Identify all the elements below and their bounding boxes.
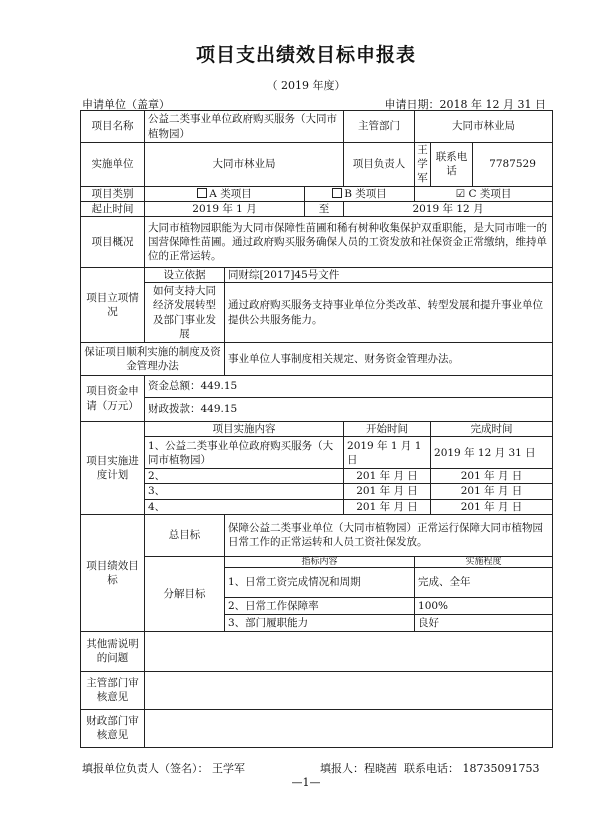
period-to: 2019 年 12 月 [344,201,553,216]
impl-unit-value: 大同市林业局 [145,143,344,187]
leader-value: 王学军 [415,143,431,187]
guarantee-label: 保证项目顺利实施的制度及资金管理办法 [81,343,225,376]
setup-label: 项目立项情况 [81,267,145,342]
dept-label: 主管部门 [344,111,415,143]
fund-label: 项目资金申请（万元） [81,376,145,422]
plan-item-content: 3、 [145,484,344,499]
plan-item-start: 201 年 月 日 [344,469,431,484]
page-number: —1— [291,776,321,789]
overall-goal-value: 保障公益二类事业单位（大同市植物园）正常运行保障大同市植物园日常工作的正常运转和人员工资社保发放。 [225,514,553,556]
overview-text: 大同市植物园职能为大同市保障性苗圃和稀有树种收集保护双重职能，是大同市唯一的国营保障性苗圃。通过政府购买服务确保人员的工资发放和社保资金正常缴纳，维持单位的正常运转。 [145,216,553,267]
plan-col-content: 项目实施内容 [145,422,344,437]
plan-col-end: 完成时间 [431,422,553,437]
footer-filler: 填报人：程晓茜 [320,762,397,775]
leader-label: 项目负责人 [344,143,415,187]
footer-contact: 联系电话： 18735091753 [404,762,540,775]
basis-label: 设立依据 [145,267,225,282]
plan-item-start: 201 年 月 日 [344,484,431,499]
plan-item-start: 201 年 月 日 [344,499,431,514]
category-a [145,186,305,201]
checkbox-c-checked: ☑ [455,187,466,200]
basis-value: 同财综[2017]45号文件 [225,267,553,282]
impl-unit-label: 实施单位 [81,143,145,187]
checkbox-b [332,188,342,198]
overall-goal-label: 总目标 [145,514,225,556]
split-indicator: 3、部门履职能力 [225,614,415,631]
support-label: 如何支持大同经济发展转型及部门事业发展 [145,283,225,343]
plan-item-content: 4、 [145,499,344,514]
checkbox-a [197,188,207,198]
dept-review-value [145,671,553,709]
guarantee-value: 事业单位人事制度相关规定、财务资金管理办法。 [225,343,553,376]
plan-label: 项目实施进度计划 [81,422,145,515]
plan-item-end: 201 年 月 日 [431,484,553,499]
plan-col-start: 开始时间 [344,422,431,437]
phone-value: 7787529 [473,143,553,187]
category-a-label: A 类项目 [209,187,252,200]
other-issues-label: 其他需说明的问题 [81,631,145,671]
apply-date: 申请日期：2018 年 12 月 31 日 [384,98,546,111]
application-form-table [80,110,553,748]
perf-label: 项目绩效目标 [81,514,145,631]
year-line: （ 2019 年度） [266,79,346,92]
overview-label: 项目概况 [81,216,145,267]
split-col-indicator: 指标内容 [225,556,415,567]
plan-item-content: 2、 [145,469,344,484]
fund-fiscal: 财政拨款：449.15 [145,398,553,422]
support-value: 通过政府购买服务支持事业单位分类改革、转型发展和提升事业单位提供公共服务能力。 [225,283,553,343]
footer-signer: 填报单位负责人（签名）： 王学军 [82,762,245,775]
dept-value: 大同市林业局 [415,111,553,143]
project-name-value: 公益二类事业单位政府购买服务（大同市植物园） [145,111,344,143]
split-goal-label: 分解目标 [145,556,225,631]
split-level: 良好 [415,614,553,631]
plan-item-content: 1、公益二类事业单位政府购买服务（大同市植物园） [145,437,344,469]
split-level: 完成、全年 [415,567,553,597]
period-to-word: 至 [305,201,344,216]
period-from: 2019 年 1 月 [145,201,305,216]
document-title: 项目支出绩效目标申报表 [195,44,416,66]
finance-review-label: 财政部门审核意见 [81,709,145,747]
period-label: 起止时间 [81,201,145,216]
category-c-label: C 类项目 [468,187,512,200]
finance-review-value [145,709,553,747]
split-indicator: 1、日常工资完成情况和周期 [225,567,415,597]
fund-total: 资金总额：449.15 [145,376,553,398]
split-level: 100% [415,597,553,614]
category-c [415,186,553,201]
applicant-unit-label: 申请单位（盖章） [82,98,170,111]
project-name-label: 项目名称 [81,111,145,143]
phone-label: 联系电话 [431,143,473,187]
category-label: 项目类别 [81,186,145,201]
split-col-level: 实施程度 [415,556,553,567]
plan-item-start: 2019 年 1 月 1 日 [344,437,431,469]
category-b-label: B 类项目 [344,187,387,200]
other-issues-value [145,631,553,671]
plan-item-end: 2019 年 12 月 31 日 [431,437,553,469]
dept-review-label: 主管部门审核意见 [81,671,145,709]
category-b [305,186,415,201]
split-indicator: 2、日常工作保障率 [225,597,415,614]
plan-item-end: 201 年 月 日 [431,469,553,484]
plan-item-end: 201 年 月 日 [431,499,553,514]
